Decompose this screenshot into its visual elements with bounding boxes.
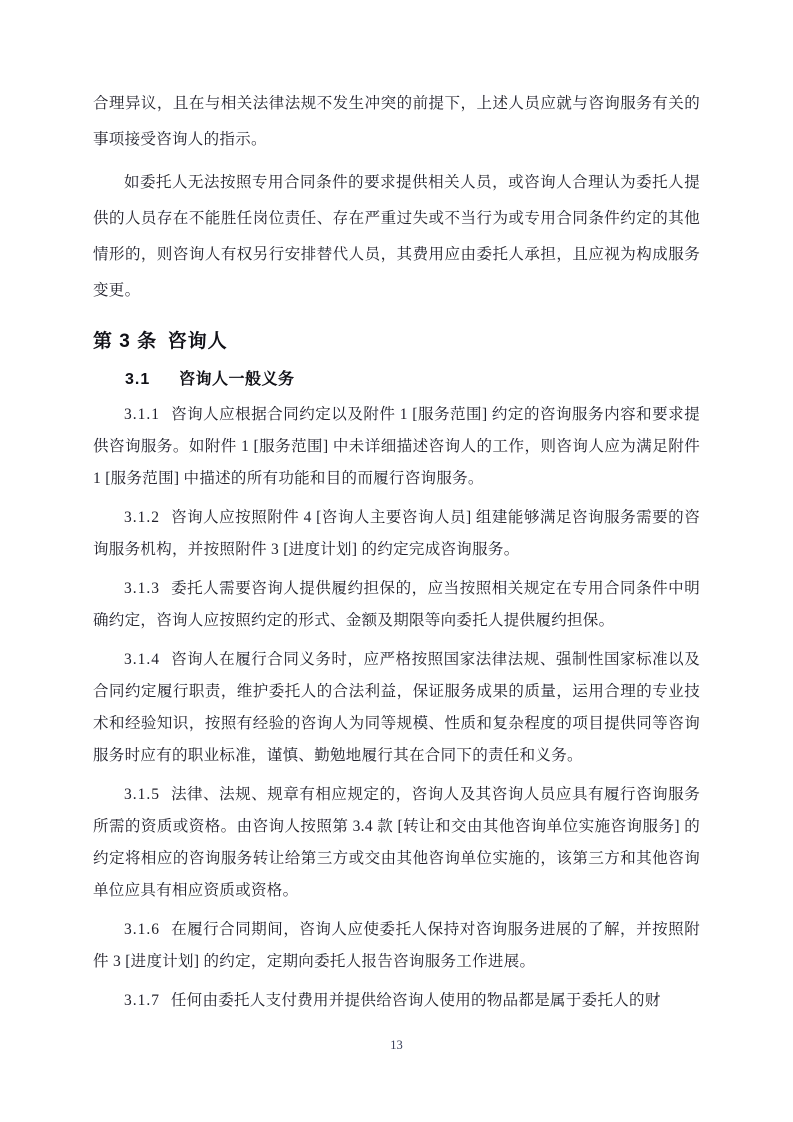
- clause-number: 3.1.1: [124, 406, 160, 423]
- clause-number: 3.1.5: [124, 786, 160, 803]
- clause-text: 任何由委托人支付费用并提供给咨询人使用的物品都是属于委托人的财: [170, 992, 661, 1009]
- paragraph-staff-replacement: 如委托人无法按照专用合同条件的要求提供相关人员，或咨询人合理认为委托人提供的人员存在不能胜任岗位责任、存在严重过失或不当行为或专用合同条件约定的其他情形的，则咨询人有权另行安排替代人员，其费用应由委托人承担，且应视为构成服务变更。: [93, 174, 700, 299]
- page-number: 13: [390, 1038, 403, 1052]
- clause-text: 法律、法规、规章有相应规定的，咨询人及其咨询人员应具有履行咨询服务所需的资质或资格。由咨询人按照第 3.4 款 [转让和交由其他咨询单位实施咨询服务] 的约定将相应的咨询服务转让给第三方或交由其他咨询单位实施的，该第三方和其他咨询单位应具有相应资质或资格。: [93, 786, 700, 899]
- clause-3-1-6: [93, 914, 700, 978]
- clause-number: 3.1.3: [124, 580, 160, 597]
- clause-text: 在履行合同期间，咨询人应使委托人保持对咨询服务进展的了解，并按照附件 3 [进度计划] 的约定，定期向委托人报告咨询服务工作进展。: [93, 921, 700, 970]
- chapter-title: 咨询人: [167, 331, 228, 352]
- document-content: [93, 86, 700, 1024]
- clause-text: 委托人需要咨询人提供履约担保的，应当按照相关规定在专用合同条件中明确约定，咨询人应按照约定的形式、金额及期限等向委托人提供履约担保。: [93, 580, 700, 629]
- section-heading: [93, 369, 700, 391]
- clause-3-1-3: [93, 573, 700, 637]
- clause-3-1-5: [93, 779, 700, 907]
- clause-3-1-7: [93, 985, 700, 1017]
- chapter-heading: [93, 329, 700, 355]
- clause-text: 咨询人应根据合同约定以及附件 1 [服务范围] 约定的咨询服务内容和要求提供咨询服务。如附件 1 [服务范围] 中未详细描述咨询人的工作，则咨询人应为满足附件 1 [服务范围] 中描述的所有功能和目的而履行咨询服务。: [93, 406, 700, 487]
- clause-3-1-4: [93, 644, 700, 772]
- clause-number: 3.1.4: [124, 651, 160, 668]
- clause-text: 咨询人应按照附件 4 [咨询人主要咨询人员] 组建能够满足咨询服务需要的咨询服务机构，并按照附件 3 [进度计划] 的约定完成咨询服务。: [93, 509, 700, 558]
- clause-3-1-2: [93, 502, 700, 566]
- clause-number: 3.1.6: [124, 921, 160, 938]
- clause-3-1-1: [93, 399, 700, 495]
- clause-number: 3.1.2: [124, 509, 160, 526]
- section-number: 3.1: [125, 371, 151, 388]
- chapter-number: 第 3 条: [93, 331, 158, 352]
- clause-number: 3.1.7: [124, 992, 160, 1009]
- paragraph-continuation: 合理异议，且在与相关法律法规不发生冲突的前提下，上述人员应就与咨询服务有关的事项接受咨询人的指示。: [93, 95, 700, 148]
- clause-text: 咨询人在履行合同义务时，应严格按照国家法律法规、强制性国家标准以及合同约定履行职责，维护委托人的合法利益，保证服务成果的质量，运用合理的专业技术和经验知识，按照有经验的咨询人为同等规模、性质和复杂程度的项目提供同等咨询服务时应有的职业标准，谨慎、勤勉地履行其在合同下的责任和义务。: [93, 651, 700, 764]
- section-title: 咨询人一般义务: [179, 371, 295, 388]
